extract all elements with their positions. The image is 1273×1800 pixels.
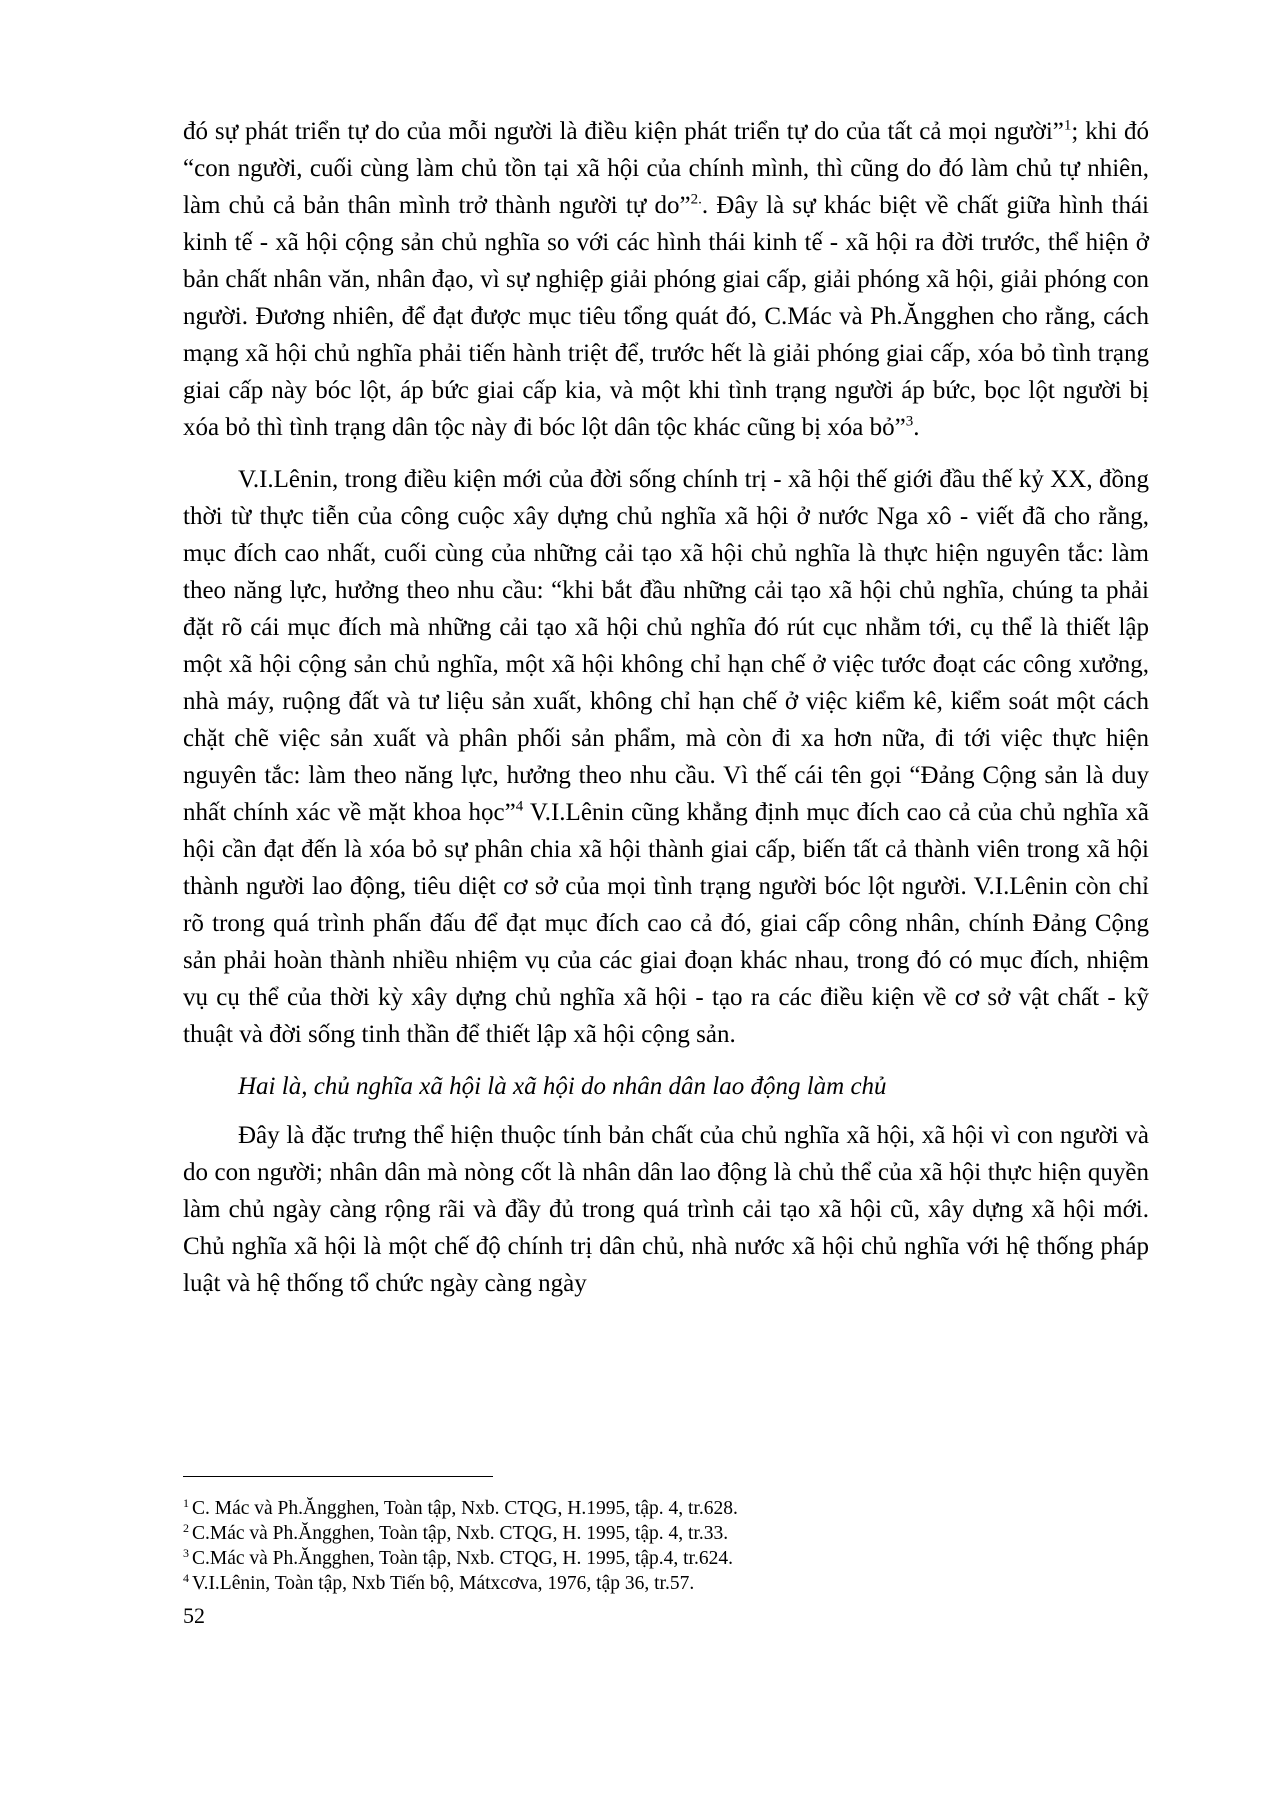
paragraph — [183, 113, 1149, 446]
footnote-ref[interactable]: 2. — [690, 191, 702, 208]
footnote-text: C.Mác và Ph.Ăngghen, Toàn tập, Nxb. CTQG, H. 1995, tập.4, tr.624. — [192, 1548, 733, 1569]
footnote-number: 2 — [183, 1520, 189, 1535]
footnote-ref[interactable]: 1 — [1063, 117, 1072, 134]
paragraph: Đây là đặc trưng thể hiện thuộc tính bản chất của chủ nghĩa xã hội, xã hội vì con người và do con người; nhân dân mà nòng cốt là nhân dân lao động là chủ thể của xã hội thực hiện quyền làm chủ ngày càng rộng rãi và đầy đủ trong quá trình cải tạo xã hội cũ, xây dựng xã hội mới. Chủ nghĩa xã hội là một chế độ chính trị dân chủ, nhà nước xã hội chủ nghĩa với hệ thống pháp luật và hệ thống tổ chức ngày càng ngày — [183, 1122, 1149, 1297]
footnote-text: C.Mác và Ph.Ăngghen, Toàn tập, Nxb. CTQG, H. 1995, tập. 4, tr.33. — [192, 1523, 729, 1544]
footnotes — [183, 1496, 1149, 1596]
footnote-text: V.I.Lênin, Toàn tập, Nxb Tiến bộ, Mátxcơva, 1976, tập 36, tr.57. — [192, 1573, 695, 1594]
body-text — [183, 113, 1149, 1317]
footnote-number: 4 — [183, 1570, 189, 1585]
paragraph — [183, 461, 1149, 1053]
page-number: 52 — [183, 1603, 205, 1628]
footnote-ref[interactable]: 3 — [905, 413, 914, 430]
paragraph-text: V.I.Lênin, trong điều kiện mới của đời sống chính trị - xã hội thế giới đầu thế kỷ XX, đồng thời từ thực tiễn của công cuộc xây dựng chủ nghĩa xã hội ở nước Nga xô - viết đã cho rằng, mục đích cao nhất, cuối cùng của những cải tạo xã hội chủ nghĩa là thực hiện nguyên tắc: làm theo năng lực, hưởng theo nhu cầu: “khi bắt đầu những cải tạo xã hội chủ nghĩa, chúng ta phải đặt rõ cái mục đích mà những cải tạo xã hội chủ nghĩa đó rút cục nhằm tới, cụ thể là thiết lập một xã hội cộng sản chủ nghĩa, một xã hội không chỉ hạn chế ở việc tước đoạt các công xưởng, nhà máy, ruộng đất và tư liệu sản xuất, không chỉ hạn chế ở việc kiểm kê, kiểm soát một cách chặt chẽ việc sản xuất và phân phối sản phẩm, mà còn đi xa hơn nữa, đi tới việc thực hiện nguyên tắc: làm theo năng lực, hưởng theo nhu cầu. Vì thế cái tên gọi “Đảng Cộng sản là duy nhất chính xác về mặt khoa học” — [183, 466, 1149, 826]
footnote-number: 1 — [183, 1495, 189, 1510]
paragraph-text: đó sự phát triển tự do của mỗi người là điều kiện phát triển tự do của tất cả mọi người” — [183, 118, 1064, 145]
paragraph-text: V.I.Lênin cũng khẳng định mục đích cao cả của chủ nghĩa xã hội cần đạt đến là xóa bỏ sự phân chia xã hội thành giai cấp, biến tất cả thành viên trong xã hội thành người lao động, tiêu diệt cơ sở của mọi tình trạng người bóc lột người. V.I.Lênin còn chỉ rõ trong quá trình phấn đấu để đạt mục đích cao cả đó, giai cấp công nhân, chính Đảng Cộng sản phải hoàn thành nhiều nhiệm vụ của các giai đoạn khác nhau, trong đó có mục đích, nhiệm vụ cụ thể của thời kỳ xây dựng chủ nghĩa xã hội - tạo ra các điều kiện về cơ sở vật chất - kỹ thuật và đời sống tinh thần để thiết lập xã hội cộng sản. — [183, 799, 1149, 1048]
footnote-text: C. Mác và Ph.Ăngghen, Toàn tập, Nxb. CTQG, H.1995, tập. 4, tr.628. — [192, 1498, 738, 1519]
paragraph-text: . Đây là sự khác biệt về chất giữa hình thái kinh tế - xã hội cộng sản chủ nghĩa so với các hình thái kinh tế - xã hội ra đời trước, thể hiện ở bản chất nhân văn, nhân đạo, vì sự nghiệp giải phóng giai cấp, giải phóng xã hội, giải phóng con người. Đương nhiên, để đạt được mục tiêu tổng quát đó, C.Mác và Ph.Ăngghen cho rằng, cách mạng xã hội chủ nghĩa phải tiến hành triệt để, trước hết là giải phóng giai cấp, xóa bỏ tình trạng giai cấp này bóc lột, áp bức giai cấp kia, và một khi tình trạng người áp bức, bọc lột người bị xóa bỏ thì tình trạng dân tộc này đi bóc lột dân tộc khác cũng bị xóa bỏ” — [183, 192, 1149, 441]
footnote — [183, 1546, 1149, 1571]
footnote — [183, 1571, 1149, 1596]
footnote-number: 3 — [183, 1545, 189, 1560]
section-heading: Hai là, chủ nghĩa xã hội là xã hội do nhân dân lao động làm chủ — [238, 1073, 887, 1100]
footnote — [183, 1496, 1149, 1521]
paragraph-text: . — [913, 414, 920, 441]
footnote-ref[interactable]: 4 — [515, 798, 524, 815]
footnote-divider — [183, 1476, 493, 1477]
footnote — [183, 1521, 1149, 1546]
paragraph-text: ; khi đó “con người, cuối cùng làm chủ tồn tại xã hội của chính mình, thì cũng do đó làm chủ tự nhiên, làm chủ cả bản thân mình trở thành người tự do” — [183, 118, 1149, 219]
